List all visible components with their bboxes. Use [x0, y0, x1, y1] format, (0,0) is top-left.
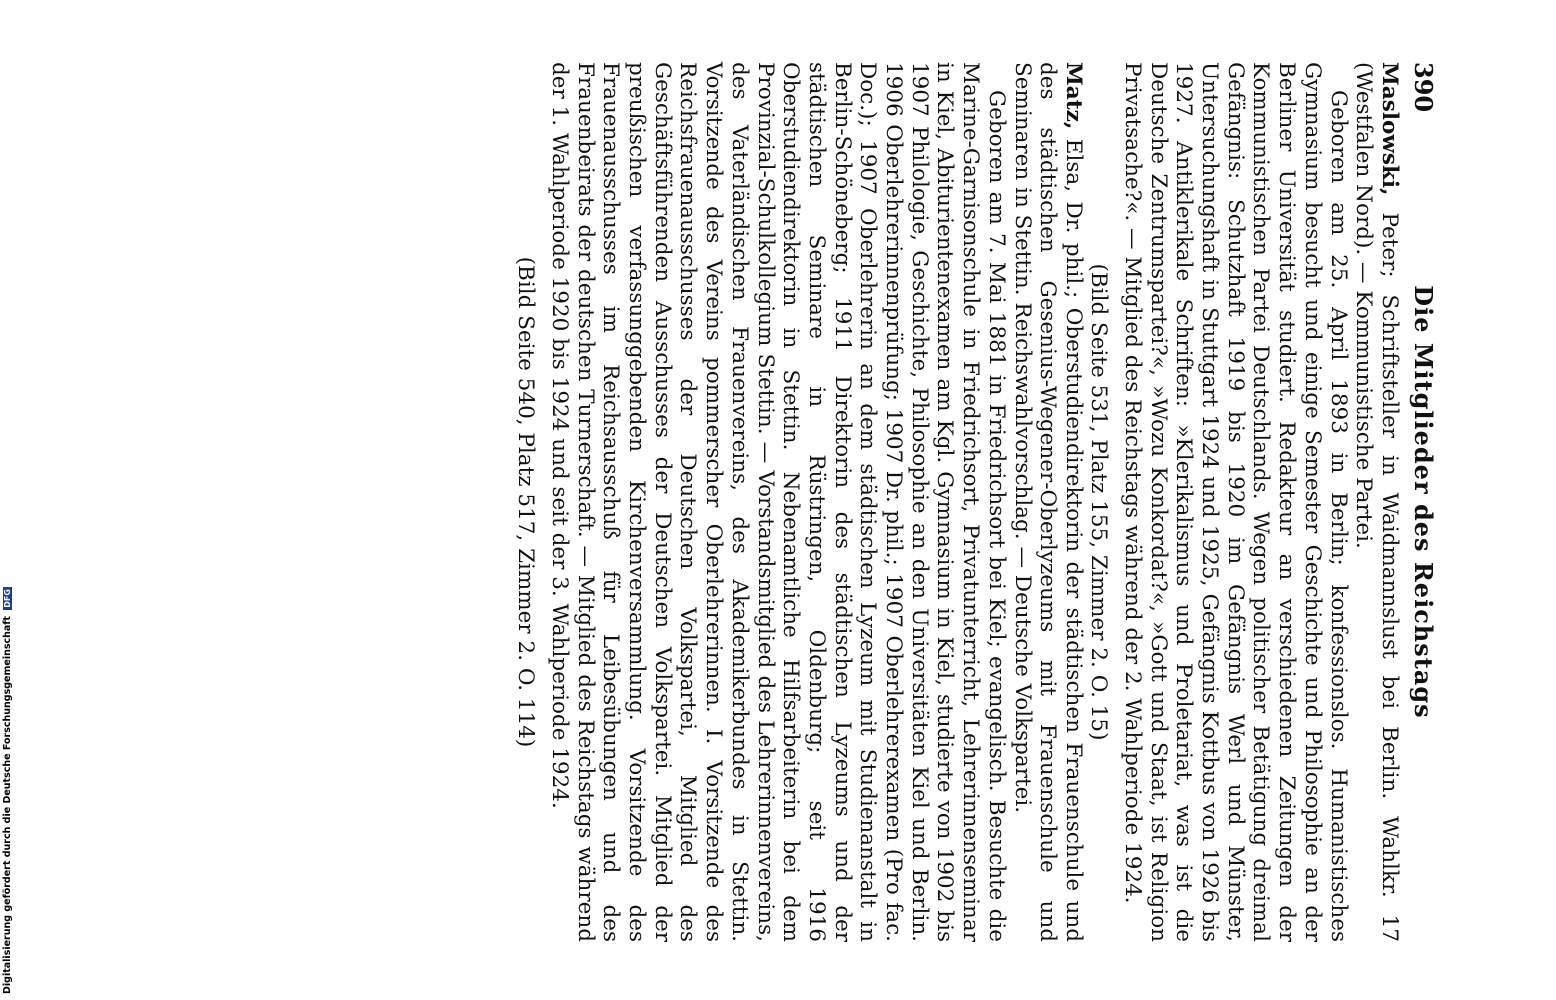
dfg-logo: DFG: [3, 589, 12, 608]
page-header: [1406, 62, 1440, 942]
entry-name: Matz,: [1061, 62, 1086, 130]
entry-maslowski: [1086, 62, 1402, 942]
entry-body: Geboren am 7. Mai 1881 in Friedrichsort bei Kiel; evangelisch. Besuchte die Marine-Garnisonschule in Friedrichsort, Privatunterricht, Lehrerinnenseminar in Kiel, Abiturientenexamen am Kgl. Gymnasium in Kiel, studierte von 1902 bis 1907 Philologie, Geschichte, Philosophie an den Universitäten Kiel und Berlin. 1906 Oberlehrerinnenprüfung; 1907 Dr. phil.; 1907 Oberlehrerexamen (Pro fac. Doc.); 1907 Oberlehrerin an dem städtischen Lyzeum mit Studienanstalt in Berlin-Schöneberg; 1911 Direktorin des städtischen Lyzeums und der städtischen Seminare in Rüstringen, Oldenburg; seit 1916 Oberstudiendirektorin in Stettin. Nebenamtliche Hilfsarbeiterin bei dem Provinzial-Schulkollegium Stettin. — Vorstandsmitglied des Lehrerinnenvereins, des Vaterländischen Frauenvereins, des Akademikerbundes in Stettin. Vorsitzende des Vereins pommerscher Oberlehrerinnen. I. Vorsitzende des Reichsfrauenausschusses der Deutschen Volkspartei, Mitglied des Geschäftsführenden Ausschusses der Deutschen Volkspartei. Mitglied der preußischen verfassunggebenden Kirchenversammlung. Vorsitzende des Frauenausschusses im Reichsausschuß für Leibesübungen und des Frauenbeirats der deutschen Turnerschaft. — Mitglied des Reichstags während der 1. Wahlperiode 1920 bis 1924 und seit der 3. Wahlperiode 1924.: [546, 62, 1009, 942]
digitization-attribution: [2, 587, 13, 994]
entry-name: Maslowski,: [1377, 62, 1402, 196]
entry-lead-text: Elsa, Dr. phil.; Oberstudiendirektorin der städtischen Frauenschule und des städtischen Gesenius-Wegener-Oberlyzeums mit Frauenschule und Seminaren in Stettin. Reichswahlvorschlag. — Deutsche Volkspartei.: [1009, 62, 1086, 942]
entry-body: Geboren am 25. April 1893 in Berlin; konfessionslos. Humanistisches Gymnasium besucht und einige Semester Geschichte und Philosophie an der Berliner Universität studiert. Redakteur an verschiedenen Zeitungen der Kommunistischen Partei Deutschlands. Wegen politischer Betätigung dreimal Gefängnis: Schutzhaft 1919 bis 1920 im Gefängnis Werl und Münster, Untersuchungshaft in Stuttgart 1924 und 1925, Gefängnis Kottbus von 1926 bis 1927. Antiklerikale Schriften: »Klerikalismus und Proletariat, was ist die Deutsche Zentrumspartei?«, »Wozu Konkordat?«, »Gott und Staat, ist Religion Privatsache?«. — Mitglied des Reichstags während der 2. Wahlperiode 1924.: [1119, 62, 1351, 942]
running-title: Die Mitglieder des Reichstags: [1409, 285, 1438, 719]
entry-reference: (Bild Seite 531, Platz 155, Zimmer 2. O. 15): [1086, 263, 1112, 741]
page-number: 390: [1409, 62, 1438, 113]
entry-reference: (Bild Seite 540, Platz 517, Zimmer 2. O. 114): [513, 256, 539, 748]
entry-lead-text: Peter; Schriftsteller in Waidmannslust bei Berlin. Wahlkr. 17 (Westfalen Nord). — Kommunistische Partei.: [1351, 62, 1402, 942]
rotated-page: [100, 62, 1440, 942]
entry-matz: [513, 62, 1086, 942]
attribution-text: Digitalisierung gefördert durch die Deutsche Forschungsgemeinschaft: [2, 616, 13, 994]
